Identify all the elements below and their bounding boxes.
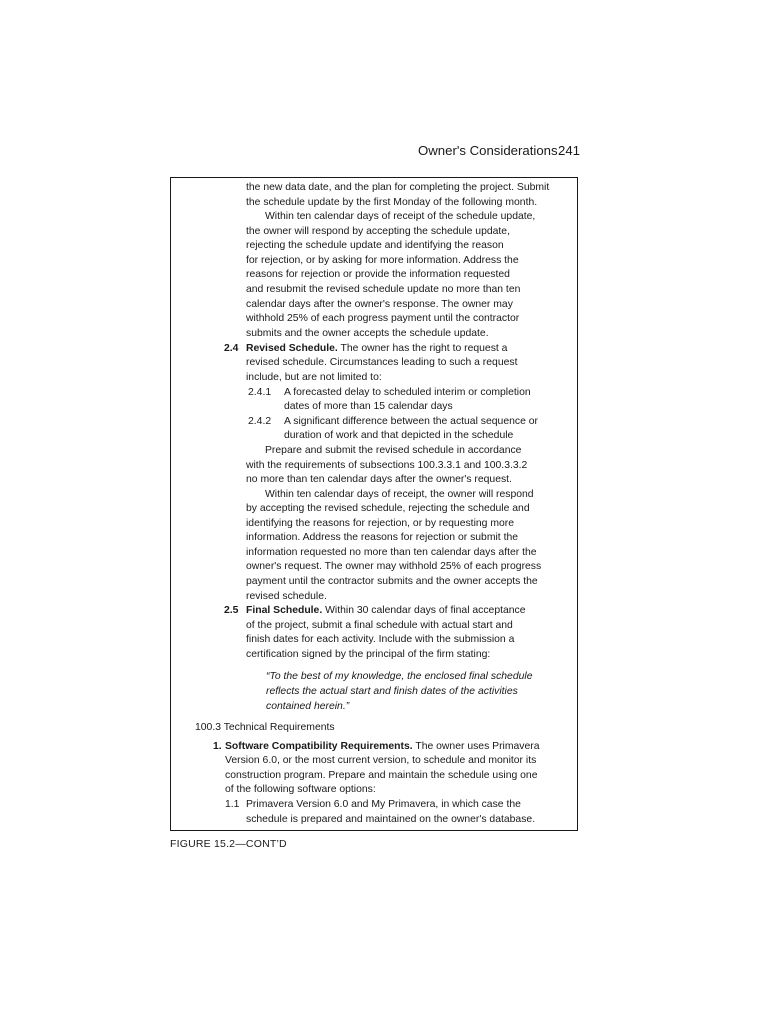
text-line: revised schedule. xyxy=(246,591,327,602)
text-line: Within ten calendar days of receipt, the owner will respond xyxy=(265,489,534,500)
text-line: with the requirements of subsections 100.3.3.1 and 100.3.3.2 xyxy=(246,460,528,471)
page-number: 241 xyxy=(557,143,580,158)
section-number: 2.4 xyxy=(224,343,239,354)
section-number: 2.5 xyxy=(224,605,239,616)
quote-line: contained herein.” xyxy=(266,701,350,712)
text-line: of the following software options: xyxy=(225,784,376,795)
text-line: construction program. Prepare and maintain the schedule using one xyxy=(225,770,538,781)
text-line: Version 6.0, or the most current version, to schedule and monitor its xyxy=(225,755,537,766)
figure-caption: FIGURE 15.2—CONT’D xyxy=(170,838,287,850)
text-line: A significant difference between the actual sequence or xyxy=(284,416,538,427)
quote-line: reflects the actual start and finish dates of the activities xyxy=(266,686,518,697)
text-line: revised schedule. Circumstances leading to such a request xyxy=(246,357,518,368)
item-number: 2.4.1 xyxy=(248,387,272,398)
text-line: A forecasted delay to scheduled interim or completion xyxy=(284,387,531,398)
text-line: for rejection, or by asking for more information. Address the xyxy=(246,255,519,266)
quote-line: “To the best of my knowledge, the enclosed final schedule xyxy=(266,671,533,682)
section-heading: Final Schedule. xyxy=(246,605,323,616)
text-run: The owner has the right to request a xyxy=(340,343,508,354)
text-run: Within 30 calendar days of final acceptance xyxy=(325,605,526,616)
text-line: of the project, submit a final schedule with actual start and xyxy=(246,620,513,631)
text-line: the new data date, and the plan for completing the project. Submit xyxy=(246,182,550,193)
text-line: information. Address the reasons for rejection or submit the xyxy=(246,532,519,543)
item-number: 1.1 xyxy=(225,799,240,810)
text-line: the owner will respond by accepting the schedule update, xyxy=(246,226,510,237)
section-2-4-first-line xyxy=(246,342,507,356)
section-1-first-line xyxy=(225,740,540,754)
text-line: owner's request. The owner may withhold 25% of each progress xyxy=(246,561,542,572)
text-line: duration of work and that depicted in the schedule xyxy=(284,430,514,441)
section-heading: Software Compatibility Requirements. xyxy=(225,741,413,752)
section-heading: Revised Schedule. xyxy=(246,343,338,354)
text-line: the schedule update by the first Monday of the following month. xyxy=(246,197,538,208)
text-line: Within ten calendar days of receipt of the schedule update, xyxy=(265,211,536,222)
item-number: 2.4.2 xyxy=(248,416,272,427)
text-line: payment until the contractor submits and the owner accepts the xyxy=(246,576,538,587)
text-line: Prepare and submit the revised schedule in accordance xyxy=(265,445,522,456)
running-header-title: Owner's Considerations xyxy=(418,143,558,158)
text-line: finish dates for each activity. Include with the submission a xyxy=(246,634,515,645)
text-line: no more than ten calendar days after the owner's request. xyxy=(246,474,512,485)
running-header xyxy=(418,143,580,158)
text-line: certification signed by the principal of the firm stating: xyxy=(246,649,491,660)
text-run: The owner uses Primavera xyxy=(415,741,540,752)
text-line: withhold 25% of each progress payment until the contractor xyxy=(246,313,520,324)
text-line: reasons for rejection or provide the information requested xyxy=(246,269,510,280)
text-line: by accepting the revised schedule, rejecting the schedule and xyxy=(246,503,530,514)
text-line: and resubmit the revised schedule update no more than ten xyxy=(246,284,521,295)
text-line: rejecting the schedule update and identifying the reason xyxy=(246,240,504,251)
text-line: schedule is prepared and maintained on the owner's database. xyxy=(246,814,536,825)
section-number: 1. xyxy=(213,741,222,752)
text-line: calendar days after the owner's response. The owner may xyxy=(246,299,513,310)
text-line: information requested no more than ten calendar days after the xyxy=(246,547,537,558)
text-line: Primavera Version 6.0 and My Primavera, in which case the xyxy=(246,799,521,810)
section-2-5-first-line xyxy=(246,604,526,618)
text-line: identifying the reasons for rejection, or by requesting more xyxy=(246,518,514,529)
text-line: include, but are not limited to: xyxy=(246,372,382,383)
text-line: submits and the owner accepts the schedule update. xyxy=(246,328,489,339)
section-heading: 100.3 Technical Requirements xyxy=(195,722,335,733)
text-line: dates of more than 15 calendar days xyxy=(284,401,453,412)
